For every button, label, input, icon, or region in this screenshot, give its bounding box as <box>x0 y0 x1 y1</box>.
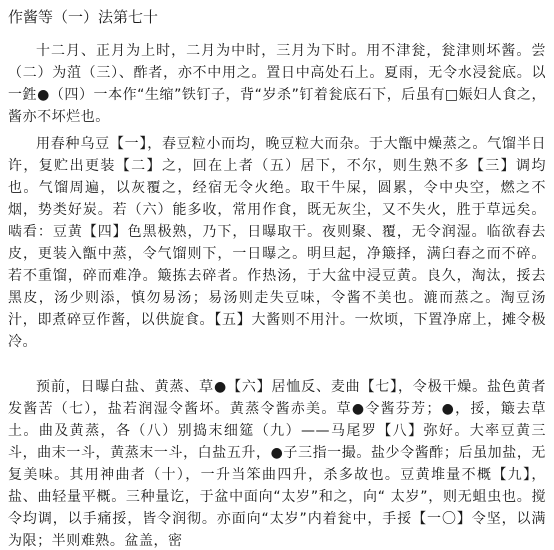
section-title: 作酱等（一）法第七十 <box>8 8 159 26</box>
paragraph-1: 十二月、正月为上时，二月为中时，三月为下时。用不津瓮，瓮津则坏酱。尝（二）为菹（三）、酢者，亦不中用之。置日中高处石上。夏雨，无令水浸瓮底。以一鉎●（四）一本作“生缩”铁钉子，背“岁杀”钉着瓮底石下，后虽有□娠妇人食之，酱亦不坏烂也。 <box>8 43 546 125</box>
paragraph-3: 预前，日曝白盐、黄蒸、草●【六】居恤反、麦曲【七】，令极干燥。盐色黄者发酱苦（七），盐若润湿令酱坏。黄蒸令酱赤美。草●令酱芬芳；●，挼，簸去草土。曲及黄蒸，各（八）别捣末细筵（九）——马尾罗【八】弥好。大率豆黄三斗，曲末一斗，黄蒸末一斗，白盐五升，●子三指一撮。盐少令酱酢；后虽加盐，无复美味。其用神曲者（十），一升当笨曲四升，杀多故也。豆黄堆量不概【九】，盐、曲轻量平概。三种量讫，于盆中面向“太岁”和之，向“ 太岁”，则无蛆虫也。搅令均调，以手痛挼，皆令润彻。亦面向“太岁”内着瓮中，手挼【一〇】令坚，以满为限；半则难熟。盆盖，密 <box>8 379 546 549</box>
paragraph-2: 用春种乌豆【一】，春豆粒小而均，晚豆粒大而杂。于大甑中燥蒸之。气馏半日许，复贮出更装【二】之，回在上者（五）居下，不尔，则生熟不多【三】调均也。气馏周遍，以灰覆之，经宿无令火绝。取干牛屎，圆累，令中央空，燃之不烟，势类好炭。若（六）能多收，常用作食，既无灰尘，又不失火，胜于草远矣。啮看：豆黄【四】色黑极熟，乃下，日曝取干。夜则聚、覆，无令润湿。临欲舂去皮，更装入甑中蒸，令气馏则下，一日曝之。明旦起，净簸择，满臼舂之而不碎。若不重馏，碎而难净。簸拣去碎者。作热汤，于大盆中浸豆黄。良久，淘汰，挼去黑皮，汤少则添，慎勿易汤；易汤则走失豆味，令酱不美也。漉而蒸之。淘豆汤汁，即煮碎豆作酱，以供旋食。【五】大酱则不用汁。一炊顷，下置净席上，摊令极冷。 <box>8 136 546 350</box>
